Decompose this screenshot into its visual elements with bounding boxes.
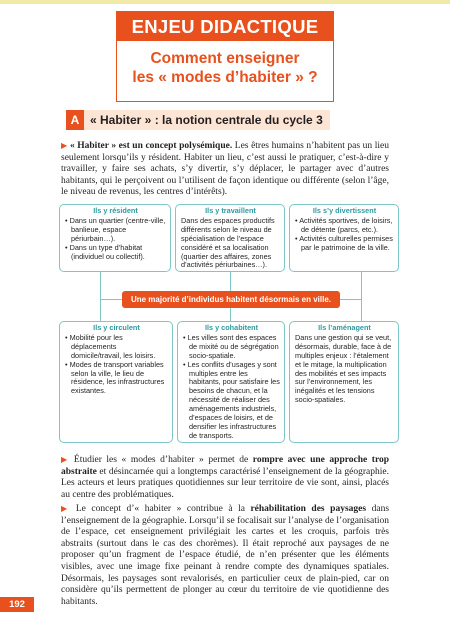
box-item: Dans une gestion qui se veut, désormais, durable, face à de multiples enjeux : l’étalement et le mitage, la multiplication des mobilités et ses impacts sur l’environnement, les inégalités et les tensions socio-spatiales. [295,332,392,405]
chapter-header [116,11,334,104]
connector-right [340,299,362,300]
box-cohabitation [177,321,285,443]
box-item: • Dans un type d’habitat (individuel ou collectif). [65,242,145,261]
bullet-arrow-icon: ▶ [61,141,68,150]
connector-bottom [230,308,231,321]
header-title-line1: Comment enseigner [150,50,300,67]
header-title [116,41,334,102]
intro-paragraph [61,140,389,199]
section-title: « Habiter » : la notion centrale du cycle 3 [90,113,323,127]
box-title: Ils y résident [93,206,138,215]
box-item: Dans des espaces productifs différents selon le niveau de spécialisation de l’espace considéré et sa localisation (quartier des affaires, zones d’activités périurbaines…). [181,215,275,270]
section-heading [66,110,330,130]
section-letter: A [66,110,84,130]
box-title: Ils s’y divertissent [312,206,377,215]
bullet-arrow-icon: ▶ [61,504,71,513]
header-label: ENJEU DIDACTIQUE [116,11,334,41]
box-item: • Les conflits d’usages y sont multiples entre les habitants, pour satisfaire les besoins de chacun, et la nécessité de réaliser des aménagements industriels, d’espaces de loisirs, et de densifier les infrastructures de transports. [183,359,280,440]
box-item: • Modes de transport variables selon la ville, le lieu de résidence, les infrastructures existantes. [65,359,165,396]
intro-lead: « Habiter » est un concept polysémique. [69,141,233,151]
box-title: Ils y cohabitent [204,323,259,332]
page-number: 192 [0,597,34,612]
box-item: • Les villes sont des espaces de mixité ou de ségrégation socio-spatiale. [183,332,279,360]
box-title: Ils y travaillent [205,206,256,215]
box-circulation [59,321,173,443]
connector-left-vertical [100,272,101,321]
top-decorative-bar [0,0,450,4]
bullet-arrow-icon: ▶ [61,455,70,464]
box-item: • Activités culturelles permises par le patrimoine de la ville. [295,233,393,252]
diagram-center-statement: Une majorité d’individus habitent désormais en ville. [122,291,340,308]
box-leisure [289,204,399,272]
connector-right-vertical [361,272,362,321]
connector-left [100,299,122,300]
box-residence [59,204,171,272]
connector-top [230,272,231,291]
header-title-line2: les « modes d’habiter » ? [132,69,318,86]
box-item: • Activités sportives, de loisirs, de détente (parcs, etc.). [295,215,393,234]
box-title: Ils l’aménagent [318,323,371,332]
box-title: Ils y circulent [93,323,140,332]
intro-text: Les êtres humains n’habitent pas un lieu seulement lorsqu’ils y résident. Habiter un lieu, c’est aussi le pratiquer, c’est-à-dire y travailler, y faire ses achats, s’y divertir, s’y déplacer, le partager avec d’autres habitants, qui le perçoivent ou l’utilisent de façon identique ou différente (selon l’âge, le niveau de revenus, les centres d’intérêts). [61,141,389,198]
box-planning [289,321,399,443]
paragraph-3: ▶ Le concept d’« habiter » contribue à la réhabilitation des paysages dans l’enseignement de la géographie. Lorsqu’il se focalisait sur l’analyse de l’organisation de l’espace, cet enseignement privilégiait les cartes et les croquis, parfois très abstraits (surtout dans le cas des chorèmes). Il était reproché aux paysages de ne proposer qu’un fragment de l’espace étudié, de n’en présenter que les éléments visibles, avec une image fixe peinant à rendre compte des dynamiques spatiales. Désormais, les paysages sont revalorisés, en particulier ceux de plain-pied, car on considère qu’ils permettent de plonger au cœur du territoire de vie quotidienne des habitants. [61,504,390,607]
box-item: • Dans un quartier (centre-ville, banlieue, espace périurbain…). [65,215,166,243]
box-item: • Mobilité pour les déplacements domicile/travail, les loisirs. [65,332,156,360]
paragraph-2: ▶ Étudier les « modes d’habiter » permet de rompre avec une approche trop abstraite et désincarnée qui a longtemps caractérisé l’enseignement de la géographie. Les acteurs et leurs pratiques quotidiennes sur leur territoire de vie sont, ainsi, placés au centre des problématiques. [61,455,390,500]
box-work [175,204,285,272]
